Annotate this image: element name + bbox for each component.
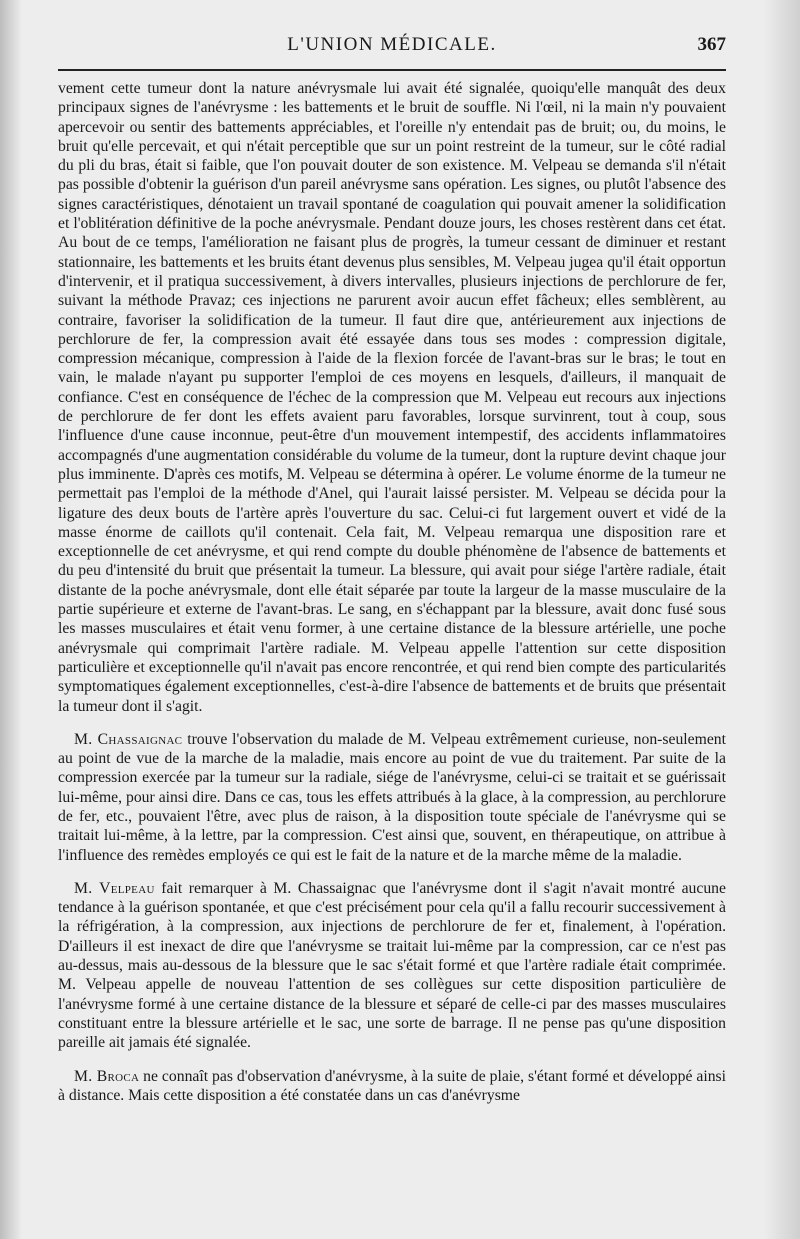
header-rule (58, 69, 726, 71)
page-number: 367 (697, 34, 726, 55)
paragraph-text: fait remarquer à M. Chassaignac que l'anévrysme dont il s'agit n'avait montré aucune tendance à la guérison spontanée, et que c'est précisément pour cela qu'il a fallu recourir successivement à la réfrigération, à la compression, aux injections de perchlorure de fer et, finalement, à l'opération. D'ailleurs il est inexact de dire que l'anévrysme se traitait lui-même par la compression, car ce n'est pas au-dessus, mais au-dessous de la blessure que le sac s'était formé et que l'artère radiale était comprimée. M. Velpeau appelle de nouveau l'attention de ses collègues sur cette disposition particulière de l'anévrysme formé à une certaine distance de la blessure et séparé de celle-ci par des masses musculaires constituant entre la blessure artérielle et le sac, une sorte de barrage. Il ne pense pas qu'une disposition pareille ait jamais été signalée. (58, 879, 726, 1052)
speaker-name: M. Broca (74, 1067, 140, 1085)
speaker-name: M. Velpeau (74, 879, 155, 897)
speaker-name: M. Chassaignac (74, 730, 183, 748)
running-header (58, 34, 726, 64)
paragraph-text: ne connaît pas d'observation d'anévrysme, à la suite de plaie, s'étant formé et développé ainsi à distance. Mais cette disposition a été constatée dans un cas d'anévrysme (58, 1067, 726, 1104)
paragraph-velpeau-reply (58, 879, 726, 1053)
paragraph-velpeau-case: vement cette tumeur dont la nature anévrysmale lui avait été signalée, quoiqu'elle manquât des deux principaux signes de l'anévrysme : les battements et le bruit de souffle. Ni l'œil, ni la main n'y pouvaient apercevoir ou sentir des battements appréciables, et l'oreille n'y entendait pas de bruit; ou, du moins, le bruit qu'elle percevait, et qui n'était perceptible que sur un point restreint de la tumeur, sur le côté radial du pli du bras, était si faible, que l'on pouvait douter de son existence. M. Velpeau se demanda s'il n'était pas possible d'obtenir la guérison d'un pareil anévrysme sans opération. Les signes, ou plutôt l'absence des signes caractéristiques, dénotaient un travail spontané de coagulation qui pouvait amener la solidification et l'oblitération définitive de la poche anévrysmale. Pendant douze jours, les choses restèrent dans cet état. Au bout de ce temps, l'amélioration ne faisant plus de progrès, la tumeur cessant de diminuer et restant stationnaire, les battements et les bruits étant devenus plus sensibles, M. Velpeau jugea qu'il était opportun d'intervenir, et il pratiqua successivement, à divers intervalles, plusieurs injections de perchlorure de fer, suivant la méthode Pravaz; ces injections ne parurent avoir aucun effet fâcheux; elles semblèrent, au contraire, favoriser la solidification de la tumeur. Il faut dire que, antérieurement aux injections de perchlorure de fer, la compression avait été essayée dans tous ses modes : compression digitale, compression mécanique, compression à l'aide de la flexion forcée de l'avant-bras sur le bras; le tout en vain, le malade n'ayant pu supporter l'emploi de ces moyens en lesquels, d'ailleurs, il manquait de confiance. C'est en conséquence de l'échec de la compression que M. Velpeau eut recours aux injections de perchlorure de fer dont les effets avaient paru favorables, lorsque survinrent, tout à coup, sous l'influence d'une cause inconnue, peut-être d'un mouvement intempestif, des accidents inflammatoires accompagnés d'une augmentation considérable du volume de la tumeur, dont la rupture devint chaque jour plus imminente. D'après ces motifs, M. Velpeau se détermina à opérer. Le volume énorme de la tumeur ne permettait pas l'emploi de la méthode d'Anel, qui l'aurait laissé persister. M. Velpeau se décida pour la ligature des deux bouts de l'artère après l'ouverture du sac. Celui-ci fut largement ouvert et vidé de la masse énorme de caillots qu'il contenait. Cela fait, M. Velpeau remarqua une disposition rare et exceptionnelle de cet anévrysme, et qui rend compte du double phénomène de l'absence de battements et du peu d'intensité du bruit que présentait la tumeur. La blessure, qui avait pour siége l'artère radiale, était distante de la poche anévrysmale, dont elle était séparée par toute la largeur de la masse musculaire de la partie supérieure et externe de l'avant-bras. Le sang, en s'échappant par la blessure, avait donc fusé sous les masses musculaires et était venu former, à une certaine distance de la blessure artérielle, une poche anévrysmale qui comprimait l'artère radiale. M. Velpeau appelle l'attention sur cette disposition particulière et exceptionnelle qu'il n'avait pas encore rencontrée, et qui rend bien compte des particularités symptomatiques également exceptionnelles, c'est-à-dire l'absence de battements et de bruits que présentait la tumeur dont il s'agit. (58, 80, 726, 715)
journal-title: L'UNION MÉDICALE. (287, 34, 497, 55)
article-body (58, 79, 726, 1105)
page-edge-shadow-right (764, 0, 800, 1239)
paragraph-chassaignac (58, 730, 726, 865)
paragraph-text: trouve l'observation du malade de M. Velpeau extrêmement curieuse, non-seulement au point de vue de la marche de la maladie, mais encore au point de vue du traitement. Par suite de la compression exercée par la tumeur sur la radiale, siége de l'anévrysme, celui-ci se traitait et se guérissait lui-même, pour ainsi dire. Dans ce cas, tous les effets attribués à la glace, à la compression, au perchlorure de fer, etc., pouvaient l'être, avec plus de raison, à la disposition toute spéciale de l'anévrysme qui se traitait lui-même, à la lettre, par la compression. C'est ainsi que, souvent, en thérapeutique, on attribue à l'influence des remèdes employés ce qui est le fait de la nature et de la marche même de la maladie. (58, 730, 726, 864)
page-edge-shadow-left (0, 0, 22, 1239)
paragraph-broca (58, 1067, 726, 1106)
